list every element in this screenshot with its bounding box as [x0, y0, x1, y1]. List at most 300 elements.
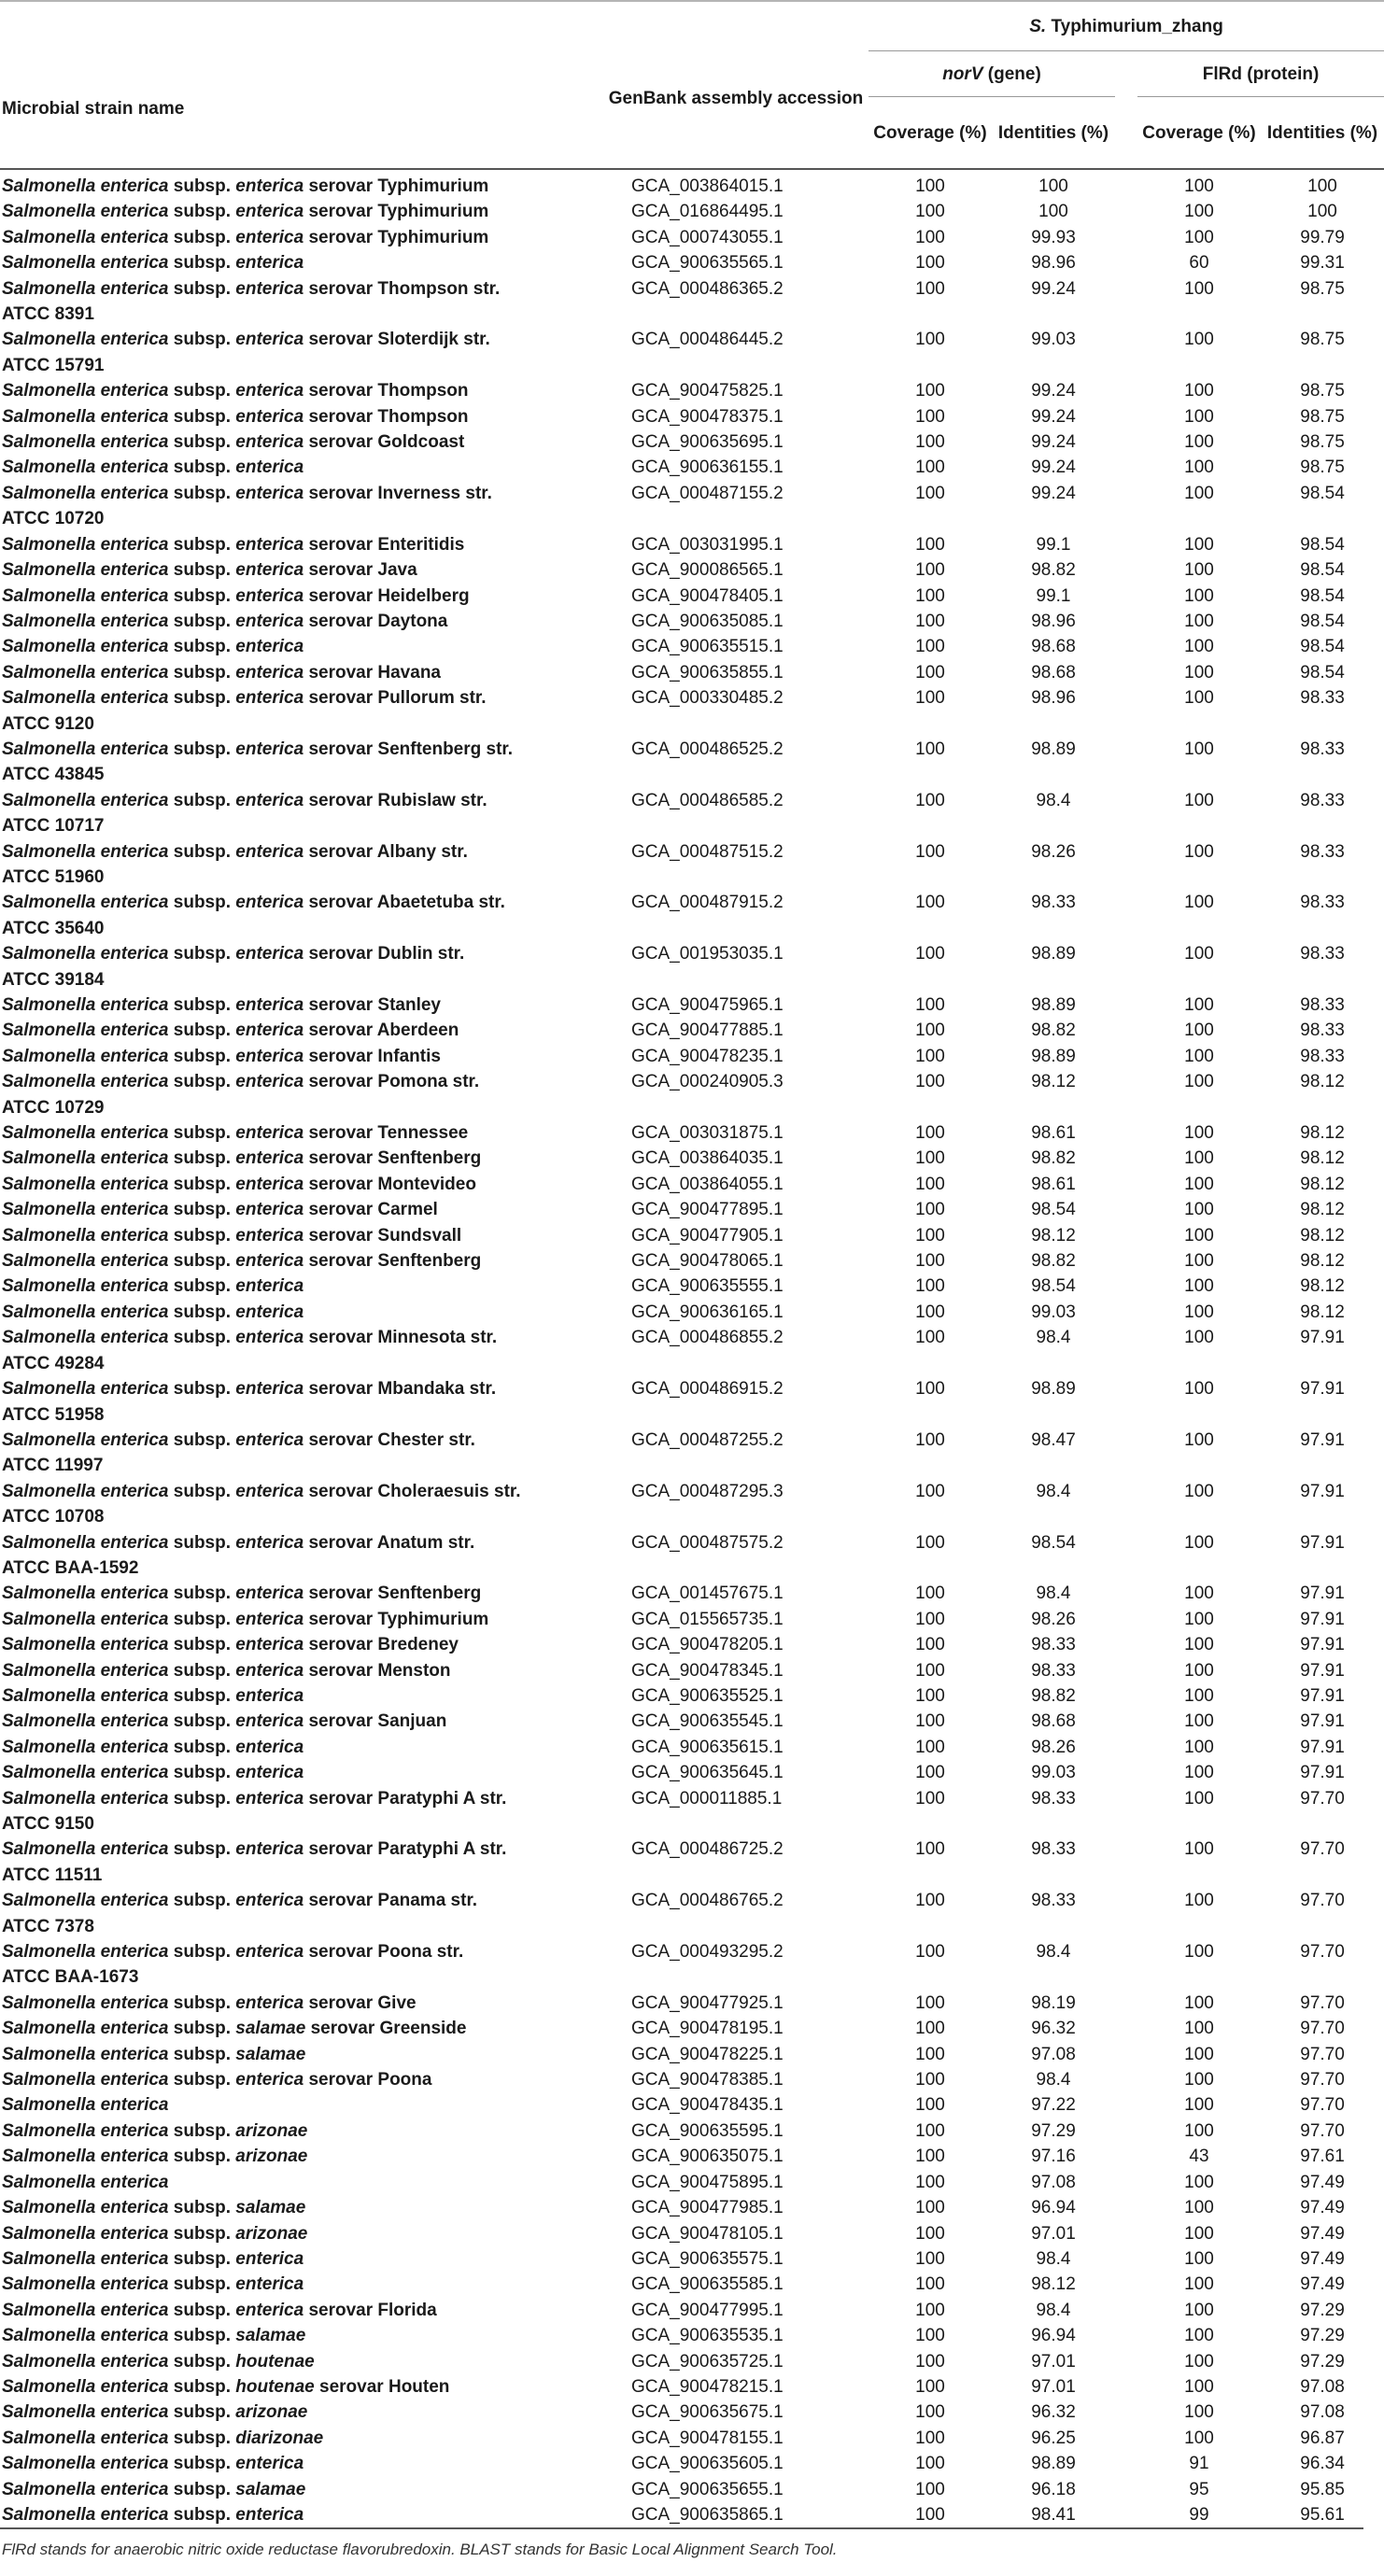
spacer	[1115, 839, 1137, 891]
protein-coverage: 100	[1184, 2248, 1214, 2269]
spacer	[1115, 532, 1137, 557]
strain-name: Salmonella enterica subsp. enterica	[2, 253, 304, 274]
protein-identities: 98.33	[1300, 944, 1345, 964]
spacer	[1115, 1786, 1137, 1837]
gene-identities: 98.4	[1036, 790, 1071, 810]
protein-coverage: 91	[1189, 2454, 1209, 2474]
strain-name: Salmonella enterica subsp. enterica serovar Typhimurium	[2, 227, 489, 247]
table-row	[0, 2451, 1384, 2476]
protein-coverage: 100	[1184, 2070, 1214, 2090]
table-row	[0, 1888, 1384, 1939]
accession: GCA_900478215.1	[631, 2376, 784, 2397]
gene-identities: 96.94	[1031, 2326, 1076, 2346]
strain-name: Salmonella enterica subsp. enterica	[2, 1737, 304, 1757]
accession: GCA_900636165.1	[631, 1302, 784, 1322]
strain-name: Salmonella enterica subsp. enterica serovar Sanjuan	[2, 1711, 447, 1732]
gene-coverage: 100	[915, 2248, 945, 2269]
col-header-accession: GenBank assembly accession	[608, 88, 864, 108]
gene-identities: 98.26	[1031, 1737, 1076, 1757]
strain-name: Salmonella enterica subsp. enterica serovar Enteritidis	[2, 534, 465, 555]
spacer	[1115, 1300, 1137, 1325]
accession: GCA_900477905.1	[631, 1225, 784, 1246]
accession: GCA_000487575.2	[631, 1532, 784, 1553]
table-row	[0, 429, 1384, 455]
protein-coverage: 100	[1184, 662, 1214, 683]
gene-coverage: 100	[915, 1685, 945, 1706]
strain-name: Salmonella enterica subsp. enterica serovar Daytona	[2, 611, 448, 631]
gene-coverage: 100	[915, 2479, 945, 2499]
spacer	[1115, 1479, 1137, 1530]
gene-identities: 98.82	[1031, 1148, 1076, 1169]
strain-name-cont: ATCC 10729	[2, 1097, 105, 1118]
accession: GCA_900635695.1	[631, 432, 784, 453]
accession: GCA_900475825.1	[631, 381, 784, 401]
table-row	[0, 2067, 1384, 2092]
spacer	[1115, 1888, 1137, 1939]
table-row	[0, 2426, 1384, 2451]
spacer	[1115, 2067, 1137, 2092]
gene-identities: 99.03	[1031, 330, 1076, 350]
protein-coverage: 95	[1189, 2479, 1209, 2499]
gene-identities: 98.54	[1031, 1276, 1076, 1297]
table-row	[0, 1709, 1384, 1734]
gene-coverage: 100	[915, 1942, 945, 1963]
table-row	[0, 225, 1384, 250]
gene-coverage: 100	[915, 176, 945, 196]
gene-coverage: 100	[915, 2120, 945, 2141]
gene-identities: 98.19	[1031, 1992, 1076, 2013]
gene-coverage: 100	[915, 227, 945, 247]
gene-coverage: 100	[915, 1148, 945, 1169]
gene-identities: 98.89	[1031, 1379, 1076, 1400]
protein-identities: 98.75	[1300, 278, 1345, 299]
accession: GCA_000487515.2	[631, 841, 784, 862]
gene-identities: 98.26	[1031, 1609, 1076, 1629]
spacer	[1115, 2298, 1137, 2323]
table-row	[0, 890, 1384, 941]
spacer	[1115, 429, 1137, 455]
accession: GCA_900478375.1	[631, 406, 784, 427]
protein-identities: 97.91	[1300, 1685, 1345, 1706]
gene-identities: 98.12	[1031, 1225, 1076, 1246]
protein-coverage: 100	[1184, 1635, 1214, 1655]
spacer	[1115, 2016, 1137, 2041]
protein-coverage: 100	[1184, 1046, 1214, 1066]
gene-identities: 99.03	[1031, 1763, 1076, 1783]
subgroup-protein: FlRd (protein)	[1137, 51, 1384, 97]
gene-coverage: 100	[915, 2044, 945, 2064]
strain-name: Salmonella enterica subsp. enterica	[2, 1763, 304, 1783]
accession: GCA_003864035.1	[631, 1148, 784, 1169]
gene-identities: 98.68	[1031, 637, 1076, 657]
gene-coverage: 100	[915, 790, 945, 810]
accession: GCA_900636155.1	[631, 457, 784, 478]
strain-name: Salmonella enterica subsp. enterica serovar Paratyphi A str. ATCC 11511	[2, 1839, 507, 1885]
accession: GCA_900635655.1	[631, 2479, 784, 2499]
accession: GCA_000240905.3	[631, 1072, 784, 1092]
protein-identities: 97.91	[1300, 1532, 1345, 1553]
protein-coverage: 100	[1184, 2019, 1214, 2039]
gene-identities: 97.08	[1031, 2044, 1076, 2064]
spacer	[1115, 1709, 1137, 1734]
gene-identities: 99.24	[1031, 381, 1076, 401]
table-row	[0, 1172, 1384, 1197]
gene-coverage: 100	[915, 1251, 945, 1272]
gene-coverage: 100	[915, 1429, 945, 1450]
protein-coverage: 100	[1184, 1276, 1214, 1297]
strain-name: Salmonella enterica subsp. enterica serovar Give	[2, 1992, 417, 2013]
strain-name-cont: ATCC 10708	[2, 1507, 105, 1527]
accession: GCA_000486915.2	[631, 1379, 784, 1400]
protein-coverage: 100	[1184, 688, 1214, 709]
table-row	[0, 2170, 1384, 2195]
spacer	[1115, 1120, 1137, 1146]
gene-coverage: 100	[915, 688, 945, 709]
strain-name: Salmonella enterica subsp. enterica serovar Tennessee	[2, 1123, 469, 1144]
protein-coverage: 100	[1184, 1737, 1214, 1757]
table-row	[0, 276, 1384, 328]
gene-coverage: 100	[915, 534, 945, 555]
strain-name: Salmonella enterica subsp. enterica serovar Abaetetuba str. ATCC 35640	[2, 893, 505, 938]
protein-identities: 98.54	[1300, 560, 1345, 581]
table-row	[0, 2221, 1384, 2246]
accession: GCA_900475895.1	[631, 2172, 784, 2192]
protein-identities: 97.91	[1300, 1481, 1345, 1501]
gene-identities: 98.61	[1031, 1123, 1076, 1144]
strain-name: Salmonella enterica subsp. enterica serovar Albany str. ATCC 51960	[2, 841, 468, 887]
spacer	[1115, 2502, 1137, 2527]
gene-coverage: 100	[915, 1072, 945, 1092]
strain-name-cont: ATCC 11997	[2, 1456, 104, 1476]
protein-identities: 98.75	[1300, 330, 1345, 350]
gene-identities: 98.4	[1036, 2070, 1071, 2090]
protein-coverage: 100	[1184, 2326, 1214, 2346]
gene-coverage: 100	[915, 1711, 945, 1732]
strain-name: Salmonella enterica subsp. arizonae	[2, 2402, 308, 2423]
protein-coverage: 100	[1184, 1788, 1214, 1809]
spacer	[1115, 404, 1137, 429]
accession: GCA_900478065.1	[631, 1251, 784, 1272]
spacer	[1115, 609, 1137, 634]
protein-coverage: 100	[1184, 2376, 1214, 2397]
table-row	[0, 1274, 1384, 1299]
protein-identities: 98.33	[1300, 1021, 1345, 1041]
accession: GCA_900635595.1	[631, 2120, 784, 2141]
table-row	[0, 2349, 1384, 2374]
protein-identities: 97.70	[1300, 2120, 1345, 2141]
gene-coverage: 100	[915, 1021, 945, 1041]
protein-coverage: 100	[1184, 176, 1214, 196]
spacer	[1115, 1632, 1137, 1657]
protein-identities: 97.08	[1300, 2376, 1345, 2397]
protein-coverage: 100	[1184, 995, 1214, 1015]
table-row	[0, 199, 1384, 224]
accession: GCA_900635675.1	[631, 2402, 784, 2423]
table-row	[0, 2119, 1384, 2144]
protein-coverage: 100	[1184, 560, 1214, 581]
table-row	[0, 992, 1384, 1018]
strain-name: Salmonella enterica subsp. enterica	[2, 2248, 304, 2269]
protein-identities: 97.91	[1300, 1328, 1345, 1348]
strain-name-cont: ATCC 9150	[2, 1814, 94, 1834]
table-row	[0, 557, 1384, 583]
gene-coverage: 100	[915, 1302, 945, 1322]
protein-coverage: 100	[1184, 944, 1214, 964]
gene-coverage: 100	[915, 457, 945, 478]
table-row	[0, 1300, 1384, 1325]
protein-coverage: 100	[1184, 227, 1214, 247]
spacer	[1115, 1248, 1137, 1274]
gene-identities: 99.24	[1031, 483, 1076, 503]
table-row	[0, 169, 1384, 199]
table-row	[0, 1786, 1384, 1837]
protein-identities: 98.12	[1300, 1200, 1345, 1220]
table-row	[0, 660, 1384, 685]
protein-identities: 97.91	[1300, 1635, 1345, 1655]
spacer	[1115, 890, 1137, 941]
strain-name: Salmonella enterica subsp. enterica serovar Sloterdijk str. ATCC 15791	[2, 330, 490, 375]
spacer	[1115, 660, 1137, 685]
strain-name: Salmonella enterica subsp. enterica serovar Paratyphi A str. ATCC 9150	[2, 1788, 507, 1834]
protein-identities: 97.91	[1300, 1660, 1345, 1681]
strain-name: Salmonella enterica subsp. enterica serovar Aberdeen	[2, 1021, 459, 1041]
accession: GCA_900478205.1	[631, 1635, 784, 1655]
accession: GCA_016864495.1	[631, 202, 784, 222]
strain-name: Salmonella enterica subsp. enterica serovar Senftenberg	[2, 1148, 482, 1169]
accession: GCA_000330485.2	[631, 688, 784, 709]
strain-name: Salmonella enterica subsp. enterica serovar Bredeney	[2, 1635, 459, 1655]
protein-identities: 98.12	[1300, 1148, 1345, 1169]
strain-name: Salmonella enterica subsp. enterica serovar Pullorum str. ATCC 9120	[2, 688, 487, 734]
strain-name: Salmonella enterica subsp. enterica serovar Thompson	[2, 406, 469, 427]
strain-name: Salmonella enterica subsp. enterica serovar Chester str. ATCC 11997	[2, 1429, 475, 1476]
gene-identities: 98.82	[1031, 1685, 1076, 1706]
gene-identities: 100	[1038, 176, 1068, 196]
accession: GCA_001457675.1	[631, 1584, 784, 1604]
spacer	[1115, 557, 1137, 583]
spacer	[1115, 2477, 1137, 2502]
strain-name: Salmonella enterica subsp. enterica serovar Senftenberg	[2, 1584, 482, 1604]
spacer	[1115, 1530, 1137, 1582]
protein-identities: 97.29	[1300, 2351, 1345, 2372]
gene-identities: 97.01	[1031, 2376, 1076, 2397]
strain-name: Salmonella enterica subsp. enterica serovar Typhimurium	[2, 176, 489, 196]
gene-identities: 99.1	[1036, 534, 1071, 555]
accession: GCA_900478385.1	[631, 2070, 784, 2090]
gene-coverage: 100	[915, 637, 945, 657]
strain-name: Salmonella enterica subsp. enterica serovar Heidelberg	[2, 585, 470, 606]
protein-identities: 97.70	[1300, 1891, 1345, 1911]
table-row	[0, 2298, 1384, 2323]
strain-name: Salmonella enterica subsp. enterica serovar Typhimurium	[2, 202, 489, 222]
gene-coverage: 100	[915, 585, 945, 606]
strain-name: Salmonella enterica subsp. enterica serovar Mbandaka str. ATCC 51958	[2, 1379, 497, 1425]
table-row	[0, 2323, 1384, 2348]
protein-identities: 97.29	[1300, 2300, 1345, 2320]
gene-identities: 100	[1038, 202, 1068, 222]
strain-name: Salmonella enterica subsp. enterica serovar Rubislaw str. ATCC 10717	[2, 790, 487, 837]
table-row	[0, 1325, 1384, 1376]
strain-name-cont: ATCC 51958	[2, 1404, 105, 1425]
accession: GCA_000486365.2	[631, 278, 784, 299]
accession: GCA_000487255.2	[631, 1429, 784, 1450]
spacer	[1115, 685, 1137, 737]
gene-coverage: 100	[915, 1328, 945, 1348]
gene-identities: 98.82	[1031, 560, 1076, 581]
accession: GCA_900635645.1	[631, 1763, 784, 1783]
protein-coverage: 100	[1184, 1763, 1214, 1783]
accession: GCA_900635565.1	[631, 253, 784, 274]
gene-coverage: 100	[915, 2070, 945, 2090]
accession: GCA_900635535.1	[631, 2326, 784, 2346]
table-row	[0, 1197, 1384, 1222]
spacer	[1115, 481, 1137, 532]
gene-identities: 98.89	[1031, 1046, 1076, 1066]
protein-identities: 97.91	[1300, 1609, 1345, 1629]
accession: GCA_000486585.2	[631, 790, 784, 810]
gene-identities: 98.4	[1036, 2300, 1071, 2320]
table-row	[0, 839, 1384, 891]
gene-identities: 98.96	[1031, 611, 1076, 631]
gene-identities: 96.94	[1031, 2198, 1076, 2218]
table-row	[0, 2195, 1384, 2220]
protein-coverage: 99	[1189, 2504, 1209, 2525]
accession: GCA_000743055.1	[631, 227, 784, 247]
protein-identities: 95.61	[1300, 2504, 1345, 2525]
gene-identities: 99.1	[1036, 585, 1071, 606]
strain-name: Salmonella enterica subsp. enterica serovar Inverness str. ATCC 10720	[2, 483, 492, 529]
gene-coverage: 100	[915, 1660, 945, 1681]
gene-coverage: 100	[915, 381, 945, 401]
strain-name: Salmonella enterica	[2, 2095, 169, 2116]
protein-identities: 97.91	[1300, 1584, 1345, 1604]
gene-identities: 97.01	[1031, 2223, 1076, 2244]
protein-identities: 98.75	[1300, 457, 1345, 478]
protein-identities: 97.70	[1300, 1788, 1345, 1809]
gene-coverage: 100	[915, 278, 945, 299]
spacer	[1115, 1991, 1137, 2016]
table-row	[0, 455, 1384, 480]
gene-coverage: 100	[915, 841, 945, 862]
table-row	[0, 1146, 1384, 1171]
gene-identities: 98.41	[1031, 2504, 1076, 2525]
accession: GCA_900635525.1	[631, 1685, 784, 1706]
gene-coverage: 100	[915, 1763, 945, 1783]
protein-coverage: 100	[1184, 2044, 1214, 2064]
protein-identities: 98.33	[1300, 995, 1345, 1015]
accession: GCA_900477925.1	[631, 1992, 784, 2013]
table-row	[0, 404, 1384, 429]
protein-coverage: 100	[1184, 457, 1214, 478]
spacer	[1115, 2119, 1137, 2144]
gene-identities: 98.4	[1036, 1942, 1071, 1963]
gene-coverage: 100	[915, 1839, 945, 1860]
table-row	[0, 2246, 1384, 2272]
strain-name-cont: ATCC 10720	[2, 509, 105, 529]
gene-coverage: 100	[915, 1379, 945, 1400]
gene-coverage: 100	[915, 1992, 945, 2013]
accession: GCA_000487915.2	[631, 893, 784, 913]
accession: GCA_900635075.1	[631, 2147, 784, 2167]
protein-identities: 99.79	[1300, 227, 1345, 247]
accession: GCA_900478405.1	[631, 585, 784, 606]
accession: GCA_900635865.1	[631, 2504, 784, 2525]
gene-coverage: 100	[915, 1737, 945, 1757]
strain-name: Salmonella enterica subsp. salamae	[2, 2479, 306, 2499]
gene-identities: 98.4	[1036, 1584, 1071, 1604]
gene-identities: 98.33	[1031, 1891, 1076, 1911]
strain-name: Salmonella enterica subsp. enterica serovar Choleraesuis str. ATCC 10708	[2, 1481, 521, 1527]
spacer	[1115, 2221, 1137, 2246]
protein-identities: 98.33	[1300, 739, 1345, 759]
protein-coverage: 100	[1184, 2172, 1214, 2192]
gene-coverage: 100	[915, 202, 945, 222]
table-row	[0, 2144, 1384, 2169]
gene-identities: 99.24	[1031, 278, 1076, 299]
protein-identities: 100	[1307, 202, 1337, 222]
gene-coverage: 100	[915, 662, 945, 683]
spacer	[1115, 378, 1137, 403]
gene-coverage: 100	[915, 2454, 945, 2474]
protein-identities: 98.75	[1300, 381, 1345, 401]
accession: GCA_900635855.1	[631, 662, 784, 683]
strain-name: Salmonella enterica subsp. arizonae	[2, 2147, 308, 2167]
spacer	[1115, 2042, 1137, 2067]
protein-coverage: 100	[1184, 1021, 1214, 1041]
protein-identities: 97.49	[1300, 2223, 1345, 2244]
protein-identities: 97.70	[1300, 2044, 1345, 2064]
table-row	[0, 1991, 1384, 2016]
strain-name: Salmonella enterica subsp. salamae serovar Greenside	[2, 2019, 467, 2039]
gene-coverage: 100	[915, 2019, 945, 2039]
gene-identities: 98.12	[1031, 2274, 1076, 2295]
gene-identities: 98.89	[1031, 739, 1076, 759]
protein-identities: 98.12	[1300, 1123, 1345, 1144]
gene-identities: 98.89	[1031, 995, 1076, 1015]
gene-coverage: 100	[915, 1609, 945, 1629]
table-row	[0, 2042, 1384, 2067]
accession: GCA_900478235.1	[631, 1046, 784, 1066]
spacer	[1115, 992, 1137, 1018]
protein-identities: 97.49	[1300, 2172, 1345, 2192]
protein-identities: 97.91	[1300, 1763, 1345, 1783]
protein-coverage: 100	[1184, 1992, 1214, 2013]
table-row	[0, 941, 1384, 992]
accession: GCA_000487295.3	[631, 1481, 784, 1501]
protein-identities: 97.70	[1300, 2019, 1345, 2039]
protein-identities: 98.54	[1300, 534, 1345, 555]
group-title: S. Typhimurium_zhang	[869, 1, 1384, 51]
protein-identities: 98.75	[1300, 406, 1345, 427]
protein-identities: 97.49	[1300, 2274, 1345, 2295]
col-header-name: Microbial strain name	[2, 99, 185, 120]
protein-coverage: 100	[1184, 1839, 1214, 1860]
protein-identities: 97.49	[1300, 2248, 1345, 2269]
protein-identities: 97.70	[1300, 1942, 1345, 1963]
strain-name: Salmonella enterica subsp. enterica	[2, 457, 304, 478]
table-row	[0, 1607, 1384, 1632]
protein-coverage: 100	[1184, 1379, 1214, 1400]
protein-coverage: 100	[1184, 1942, 1214, 1963]
strain-name-cont: ATCC 7378	[2, 1916, 94, 1936]
gene-coverage: 100	[915, 2351, 945, 2372]
gene-identities: 98.68	[1031, 662, 1076, 683]
protein-coverage: 100	[1184, 739, 1214, 759]
accession: GCA_900477895.1	[631, 1200, 784, 1220]
spacer	[1115, 1376, 1137, 1428]
gene-identities: 98.96	[1031, 253, 1076, 274]
protein-identities: 99.31	[1300, 253, 1345, 274]
